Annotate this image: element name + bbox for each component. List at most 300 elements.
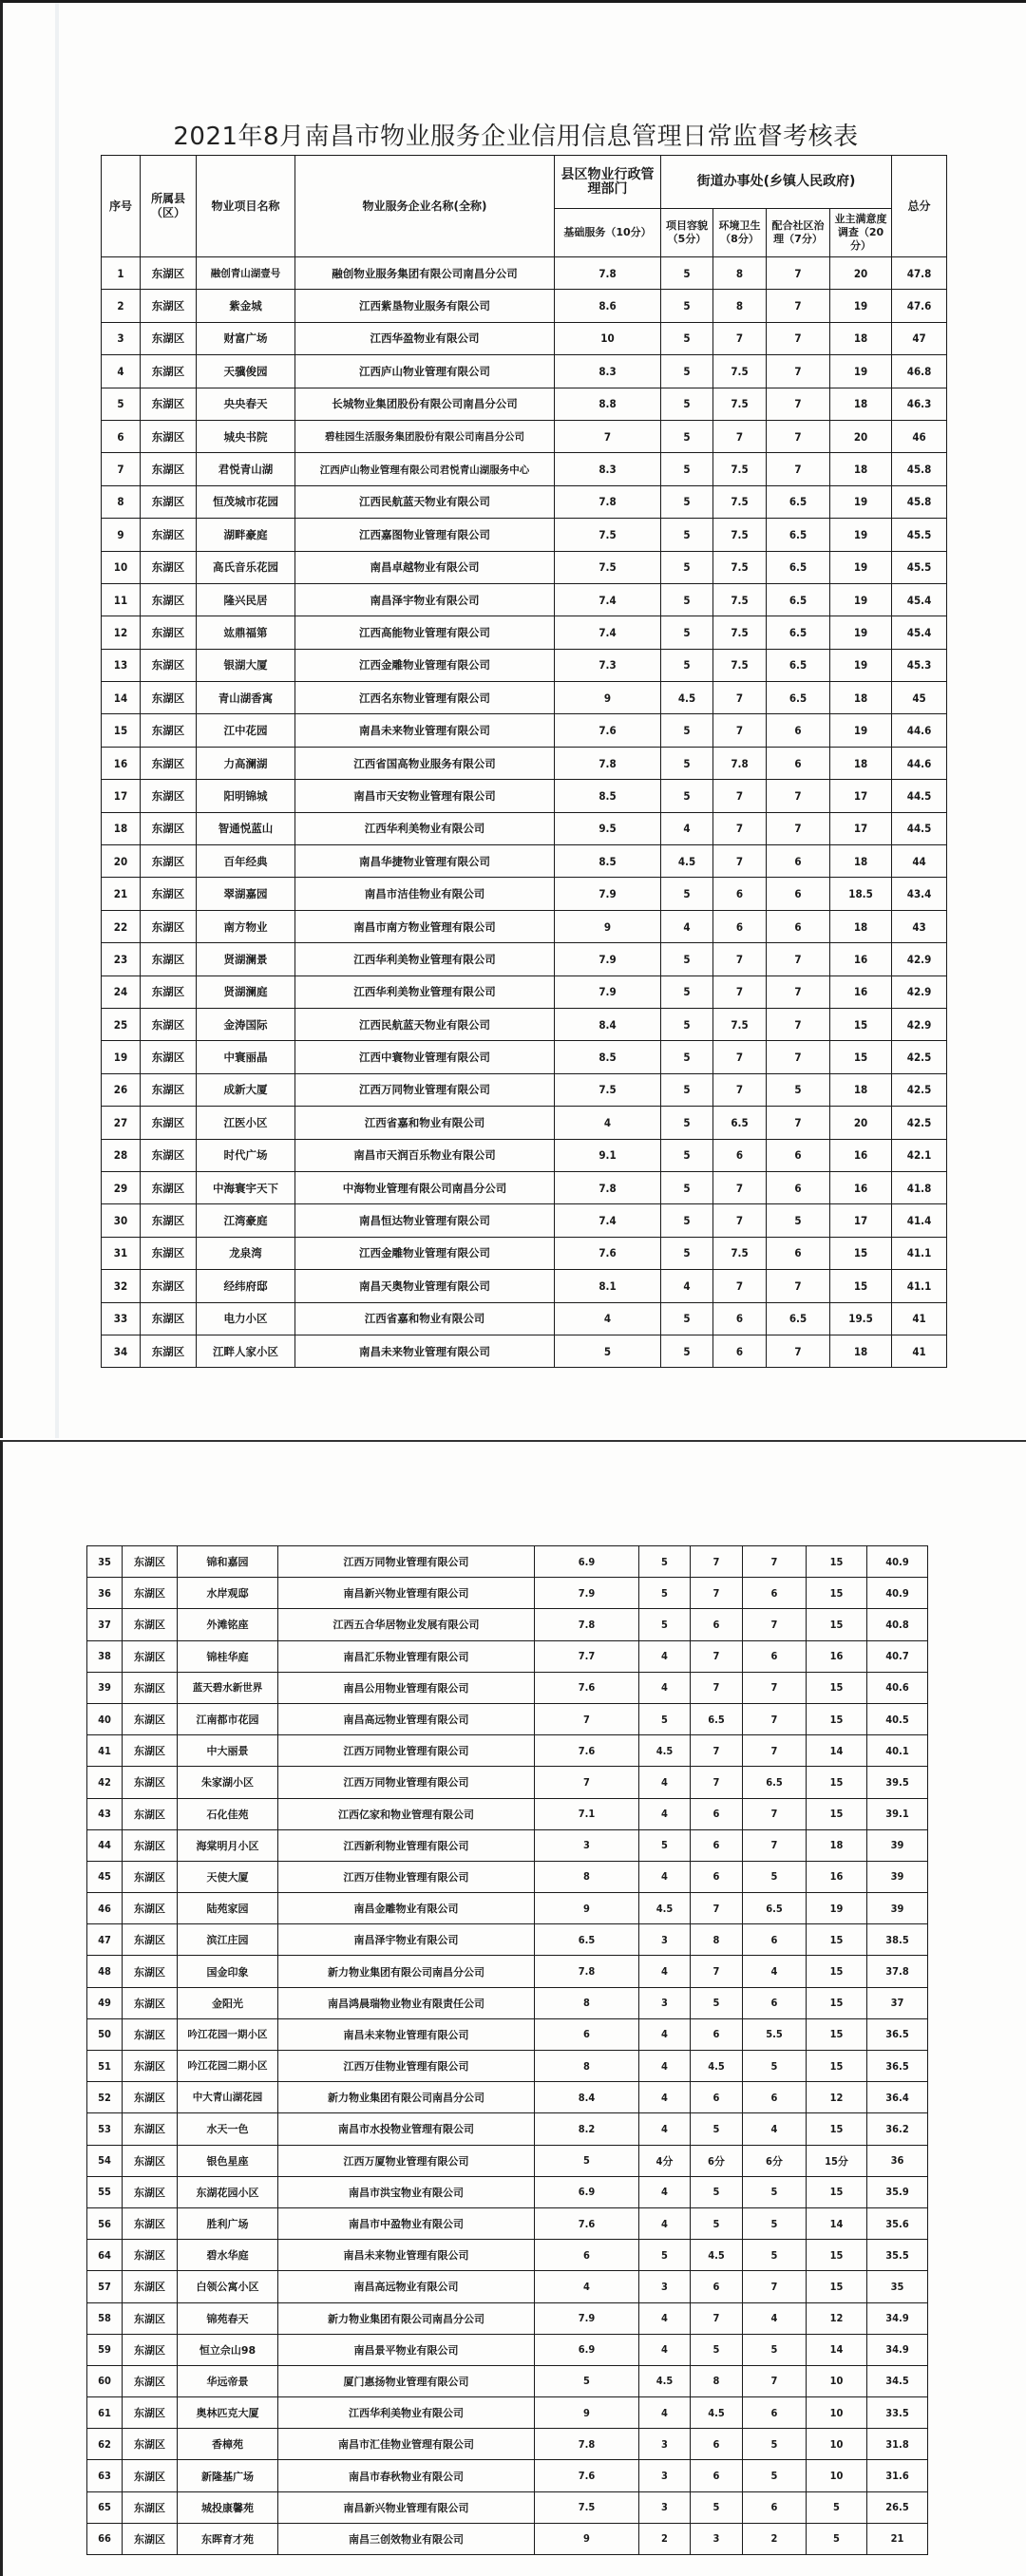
cell-seq: 13: [102, 649, 141, 681]
table-row: [102, 747, 947, 779]
cell-seq: 55: [87, 2176, 123, 2207]
cell-project-name: 滨江庄园: [178, 1924, 278, 1956]
cell-basic-service: 7.4: [555, 583, 661, 616]
cell-appearance: 4: [639, 1672, 691, 1703]
table-row: [87, 1703, 928, 1734]
cell-satisfaction: 18: [807, 1829, 867, 1861]
cell-company-name: 南昌三创效物业有限公司: [278, 2523, 535, 2554]
cell-sanitation: 7: [713, 322, 767, 354]
cell-sanitation: 7: [691, 1672, 743, 1703]
cell-district: 东湖区: [123, 2271, 178, 2302]
cell-total: 33.5: [867, 2397, 928, 2429]
cell-seq: 8: [102, 485, 141, 518]
cell-company-name: 江西万同物业管理有限公司: [278, 1546, 535, 1578]
cell-total: 40.6: [867, 1672, 928, 1703]
cell-seq: 21: [102, 878, 141, 910]
cell-company-name: 南昌高远物业有限公司: [278, 2271, 535, 2302]
cell-seq: 47: [87, 1924, 123, 1956]
cell-satisfaction: 17: [830, 1204, 892, 1237]
cell-district: 东湖区: [141, 551, 197, 583]
cell-total: 40.8: [867, 1609, 928, 1640]
cell-basic-service: 7.8: [555, 257, 661, 290]
cell-community: 7: [767, 420, 830, 452]
cell-sanitation: 7: [713, 420, 767, 452]
cell-company-name: 江西万同物业管理有限公司: [278, 1735, 535, 1767]
cell-basic-service: 8.2: [535, 2113, 639, 2145]
cell-total: 42.5: [892, 1107, 947, 1139]
cell-project-name: 天使大厦: [178, 1861, 278, 1892]
cell-sanitation: 7: [691, 1735, 743, 1767]
cell-sanitation: 5: [691, 2491, 743, 2523]
cell-project-name: 华远帝景: [178, 2365, 278, 2396]
cell-satisfaction: 15: [807, 2176, 867, 2207]
cell-basic-service: 7.4: [555, 1204, 661, 1237]
cell-district: 东湖区: [123, 1609, 178, 1640]
cell-basic-service: 8.4: [555, 1008, 661, 1040]
cell-sanitation: 5: [691, 2113, 743, 2145]
cell-total: 42.5: [892, 1073, 947, 1106]
cell-seq: 3: [102, 322, 141, 354]
cell-total: 42.9: [892, 943, 947, 975]
cell-satisfaction: 19: [830, 714, 892, 747]
cell-satisfaction: 18: [830, 910, 892, 942]
table-row: [102, 355, 947, 388]
cell-total: 41.1: [892, 1270, 947, 1302]
cell-project-name: 蓝天碧水新世界: [178, 1672, 278, 1703]
cell-project-name: 翠湖嘉园: [197, 878, 295, 910]
cell-community: 7: [767, 290, 830, 322]
cell-satisfaction: 20: [830, 257, 892, 290]
cell-appearance: 3: [639, 2460, 691, 2491]
cell-company-name: 江西新利物业管理有限公司: [278, 1829, 535, 1861]
cell-appearance: 3: [639, 2271, 691, 2302]
cell-seq: 33: [102, 1302, 141, 1335]
cell-seq: 24: [102, 975, 141, 1008]
cell-satisfaction: 19: [830, 551, 892, 583]
table-row: [102, 616, 947, 649]
cell-district: 东湖区: [123, 2207, 178, 2239]
cell-satisfaction: 15: [807, 1546, 867, 1578]
cell-sanitation: 6: [691, 2082, 743, 2113]
cell-appearance: 4: [661, 812, 713, 844]
cell-sanitation: 7.5: [713, 1008, 767, 1040]
cell-project-name: 东湖花园小区: [178, 2176, 278, 2207]
cell-basic-service: 7.9: [535, 1578, 639, 1609]
cell-district: 东湖区: [141, 1204, 197, 1237]
cell-seq: 5: [102, 388, 141, 420]
cell-total: 39.1: [867, 1798, 928, 1829]
cell-district: 东湖区: [123, 2145, 178, 2176]
cell-total: 36.5: [867, 2051, 928, 2082]
cell-seq: 40: [87, 1703, 123, 1734]
table-row: [87, 2207, 928, 2239]
cell-sanitation: 7: [713, 1073, 767, 1106]
cell-seq: 43: [87, 1798, 123, 1829]
cell-company-name: 南昌市汇佳物业管理有限公司: [278, 2429, 535, 2460]
cell-district: 东湖区: [123, 2240, 178, 2271]
cell-project-name: 国金印象: [178, 1956, 278, 1987]
cell-district: 东湖区: [123, 1767, 178, 1798]
cell-district: 东湖区: [141, 780, 197, 812]
cell-seq: 65: [87, 2491, 123, 2523]
cell-sanitation: 6: [691, 1861, 743, 1892]
cell-district: 东湖区: [123, 2051, 178, 2082]
cell-total: 43: [892, 910, 947, 942]
cell-district: 东湖区: [123, 2365, 178, 2396]
cell-project-name: 阳明锦城: [197, 780, 295, 812]
cell-sanitation: 7: [713, 682, 767, 714]
table-row: [87, 2082, 928, 2113]
cell-satisfaction: 15分: [807, 2145, 867, 2176]
cell-community: 7: [743, 1735, 807, 1767]
cell-district: 东湖区: [141, 453, 197, 485]
cell-project-name: 竑鼎福第: [197, 616, 295, 649]
cell-company-name: 江西亿家和物业管理有限公司: [278, 1798, 535, 1829]
cell-sanitation: 6: [691, 1798, 743, 1829]
cell-basic-service: 7.5: [555, 551, 661, 583]
cell-community: 7: [767, 943, 830, 975]
cell-seq: 41: [87, 1735, 123, 1767]
cell-company-name: 南昌天奥物业管理有限公司: [295, 1270, 555, 1302]
cell-sanitation: 7: [713, 714, 767, 747]
cell-total: 39: [867, 1829, 928, 1861]
cell-sanitation: 6: [691, 2271, 743, 2302]
cell-company-name: 江西省国高物业服务有限公司: [295, 747, 555, 779]
cell-total: 47: [892, 322, 947, 354]
cell-community: 7: [767, 257, 830, 290]
cell-appearance: 5: [639, 1546, 691, 1578]
cell-satisfaction: 18: [830, 845, 892, 878]
cell-community: 6: [743, 1924, 807, 1956]
cell-community: 6.5: [767, 1302, 830, 1335]
cell-total: 41: [892, 1302, 947, 1335]
cell-total: 46: [892, 420, 947, 452]
table-row: [87, 2240, 928, 2271]
cell-basic-service: 7.8: [535, 1956, 639, 1987]
cell-district: 东湖区: [141, 355, 197, 388]
cell-appearance: 5: [639, 1703, 691, 1734]
cell-seq: 58: [87, 2302, 123, 2334]
cell-basic-service: 7.8: [555, 747, 661, 779]
cell-project-name: 南方物业: [197, 910, 295, 942]
table-row: [87, 2460, 928, 2491]
cell-community: 7: [767, 1107, 830, 1139]
cell-total: 40.5: [867, 1703, 928, 1734]
cell-appearance: 4.5: [661, 845, 713, 878]
cell-basic-service: 8.4: [535, 2082, 639, 2113]
cell-project-name: 力高澜湖: [197, 747, 295, 779]
cell-community: 7: [767, 780, 830, 812]
cell-basic-service: 6.9: [535, 2176, 639, 2207]
cell-sanitation: 6: [691, 1829, 743, 1861]
cell-basic-service: 7.8: [535, 2429, 639, 2460]
table-row: [87, 1609, 928, 1640]
cell-satisfaction: 15: [807, 2051, 867, 2082]
page-title: 2021年8月南昌市物业服务企业信用信息管理日常监督考核表: [173, 123, 859, 151]
cell-seq: 30: [102, 1204, 141, 1237]
cell-company-name: 江西万佳物业管理有限公司: [278, 2051, 535, 2082]
table-row: [87, 1893, 928, 1924]
cell-total: 39: [867, 1893, 928, 1924]
cell-project-name: 电力小区: [197, 1302, 295, 1335]
cell-company-name: 碧桂园生活服务集团股份有限公司南昌分公司: [295, 420, 555, 452]
cell-appearance: 4: [639, 2176, 691, 2207]
cell-district: 东湖区: [141, 322, 197, 354]
cell-seq: 34: [102, 1335, 141, 1367]
cell-seq: 23: [102, 943, 141, 975]
table-row: [87, 2397, 928, 2429]
cell-appearance: 5: [661, 322, 713, 354]
table-row: [87, 1640, 928, 1672]
cell-total: 36: [867, 2145, 928, 2176]
cell-company-name: 南昌华捷物业管理有限公司: [295, 845, 555, 878]
table-row: [102, 780, 947, 812]
table-row: [87, 2113, 928, 2145]
cell-sanitation: 8: [691, 1924, 743, 1956]
cell-satisfaction: 18: [830, 747, 892, 779]
cell-district: 东湖区: [123, 1640, 178, 1672]
table-row: [102, 257, 947, 290]
cell-company-name: 江西万同物业管理有限公司: [278, 1767, 535, 1798]
cell-community: 7: [743, 1609, 807, 1640]
cell-project-name: 融创青山湖壹号: [197, 257, 295, 290]
cell-project-name: 贤湖澜庭: [197, 975, 295, 1008]
cell-district: 东湖区: [141, 747, 197, 779]
cell-seq: 38: [87, 1640, 123, 1672]
cell-company-name: 南昌泽宇物业有限公司: [295, 583, 555, 616]
cell-community: 6: [767, 910, 830, 942]
cell-project-name: 君悦青山湖: [197, 453, 295, 485]
cell-sanitation: 4.5: [691, 2051, 743, 2082]
cell-total: 44.5: [892, 812, 947, 844]
table-row: [87, 2176, 928, 2207]
cell-satisfaction: 12: [807, 2302, 867, 2334]
cell-community: 6: [767, 1171, 830, 1203]
cell-sanitation: 5: [691, 1987, 743, 2018]
cell-total: 45.4: [892, 616, 947, 649]
cell-basic-service: 5: [535, 2145, 639, 2176]
table-row: [87, 1987, 928, 2018]
cell-basic-service: 7.5: [555, 519, 661, 551]
cell-district: 东湖区: [123, 1924, 178, 1956]
cell-district: 东湖区: [141, 1171, 197, 1203]
cell-company-name: 南昌市南方物业管理有限公司: [295, 910, 555, 942]
table-row: [102, 1041, 947, 1073]
cell-seq: 61: [87, 2397, 123, 2429]
cell-community: 7: [767, 322, 830, 354]
cell-project-name: 水岸观邸: [178, 1578, 278, 1609]
cell-appearance: 5: [661, 290, 713, 322]
cell-community: 7: [767, 388, 830, 420]
cell-total: 47.8: [892, 257, 947, 290]
table-row: [102, 812, 947, 844]
cell-satisfaction: 15: [807, 2113, 867, 2145]
cell-seq: 15: [102, 714, 141, 747]
cell-company-name: 南昌市水投物业管理有限公司: [278, 2113, 535, 2145]
cell-community: 5.5: [743, 2018, 807, 2050]
cell-seq: 66: [87, 2523, 123, 2554]
cell-appearance: 4.5: [639, 1735, 691, 1767]
cell-total: 39.5: [867, 1767, 928, 1798]
cell-company-name: 南昌汇乐物业管理有限公司: [278, 1640, 535, 1672]
cell-total: 41.8: [892, 1171, 947, 1203]
cell-appearance: 3: [639, 2491, 691, 2523]
cell-basic-service: 7.8: [555, 1171, 661, 1203]
cell-seq: 36: [87, 1578, 123, 1609]
cell-satisfaction: 19: [807, 1893, 867, 1924]
cell-appearance: 5: [661, 1041, 713, 1073]
cell-total: 41.1: [892, 1237, 947, 1269]
cell-appearance: 4: [639, 2397, 691, 2429]
cell-basic-service: 6.5: [535, 1924, 639, 1956]
cell-company-name: 江西省嘉和物业有限公司: [295, 1302, 555, 1335]
cell-appearance: 5: [661, 1335, 713, 1367]
cell-district: 东湖区: [141, 845, 197, 878]
table-row: [87, 1956, 928, 1987]
cell-total: 35.6: [867, 2207, 928, 2239]
cell-district: 东湖区: [141, 485, 197, 518]
table-row: [102, 583, 947, 616]
cell-sanitation: 8: [713, 257, 767, 290]
cell-company-name: 南昌新兴物业管理有限公司: [278, 1578, 535, 1609]
cell-total: 40.9: [867, 1546, 928, 1578]
cell-basic-service: 7: [555, 420, 661, 452]
cell-district: 东湖区: [141, 1335, 197, 1367]
table-row: [87, 1767, 928, 1798]
cell-satisfaction: 15: [807, 1578, 867, 1609]
cell-sanitation: 7.5: [713, 551, 767, 583]
table-row: [87, 2429, 928, 2460]
cell-sanitation: 6: [713, 1302, 767, 1335]
cell-satisfaction: 19: [830, 290, 892, 322]
cell-appearance: 5: [639, 1578, 691, 1609]
header-basic-service: 基础服务（10分）: [555, 209, 661, 257]
cell-sanitation: 4.5: [691, 2397, 743, 2429]
cell-satisfaction: 10: [807, 2397, 867, 2429]
table-row: [87, 1861, 928, 1892]
cell-sanitation: 7: [713, 943, 767, 975]
cell-community: 6.5: [743, 1893, 807, 1924]
cell-project-name: 新隆基广场: [178, 2460, 278, 2491]
cell-basic-service: 3: [535, 1829, 639, 1861]
cell-seq: 29: [102, 1171, 141, 1203]
cell-basic-service: 7.6: [535, 2207, 639, 2239]
cell-satisfaction: 10: [807, 2365, 867, 2396]
cell-total: 44.5: [892, 780, 947, 812]
table-body-page-1: [102, 257, 947, 1368]
cell-project-name: 百年经典: [197, 845, 295, 878]
table-row: [102, 910, 947, 942]
cell-sanitation: 7: [691, 1767, 743, 1798]
cell-appearance: 4.5: [639, 1893, 691, 1924]
cell-appearance: 4: [639, 2082, 691, 2113]
cell-basic-service: 7.5: [555, 1073, 661, 1106]
cell-total: 46.3: [892, 388, 947, 420]
cell-community: 7: [767, 1335, 830, 1367]
cell-basic-service: 7: [535, 1767, 639, 1798]
assessment-table-page-1: [101, 155, 947, 1368]
cell-project-name: 中寰丽晶: [197, 1041, 295, 1073]
cell-appearance: 5: [661, 975, 713, 1008]
cell-satisfaction: 15: [807, 2018, 867, 2050]
cell-satisfaction: 16: [830, 1171, 892, 1203]
cell-basic-service: 7.9: [555, 878, 661, 910]
cell-total: 36.4: [867, 2082, 928, 2113]
table-row: [102, 485, 947, 518]
cell-community: 6.5: [743, 1767, 807, 1798]
cell-basic-service: 8.3: [555, 453, 661, 485]
cell-project-name: 陆苑家园: [178, 1893, 278, 1924]
cell-total: 43.4: [892, 878, 947, 910]
cell-project-name: 恒茂城市花园: [197, 485, 295, 518]
table-row: [87, 2491, 928, 2523]
cell-total: 36.5: [867, 2018, 928, 2050]
cell-basic-service: 9: [535, 2523, 639, 2554]
cell-total: 45.8: [892, 485, 947, 518]
table-row: [102, 1270, 947, 1302]
cell-satisfaction: 19: [830, 355, 892, 388]
cell-appearance: 5: [661, 747, 713, 779]
cell-project-name: 水天一色: [178, 2113, 278, 2145]
table-row: [87, 2145, 928, 2176]
cell-project-name: 锦苑春天: [178, 2302, 278, 2334]
cell-seq: 39: [87, 1672, 123, 1703]
cell-basic-service: 5: [555, 1335, 661, 1367]
cell-appearance: 5: [639, 1829, 691, 1861]
header-total: 总分: [892, 156, 947, 257]
cell-company-name: 江西金雕物业管理有限公司: [295, 1237, 555, 1269]
table-row: [87, 1546, 928, 1578]
cell-community: 7: [767, 453, 830, 485]
cell-total: 46.8: [892, 355, 947, 388]
cell-basic-service: 7.1: [535, 1798, 639, 1829]
cell-total: 41.4: [892, 1204, 947, 1237]
cell-sanitation: 7.5: [713, 583, 767, 616]
cell-seq: 26: [102, 1073, 141, 1106]
cell-satisfaction: 18.5: [830, 878, 892, 910]
cell-district: 东湖区: [123, 2018, 178, 2050]
cell-seq: 7: [102, 453, 141, 485]
assessment-table-page-2: [86, 1545, 928, 2555]
cell-company-name: 江西华利美物业管理有限公司: [295, 975, 555, 1008]
cell-sanitation: 7.8: [713, 747, 767, 779]
cell-total: 34.9: [867, 2302, 928, 2334]
cell-district: 东湖区: [123, 1578, 178, 1609]
cell-community: 6: [743, 2082, 807, 2113]
cell-district: 东湖区: [141, 420, 197, 452]
cell-community: 5: [743, 2176, 807, 2207]
cell-appearance: 5: [661, 1237, 713, 1269]
cell-basic-service: 7.6: [555, 714, 661, 747]
cell-appearance: 4: [639, 2051, 691, 2082]
cell-project-name: 智通悦蓝山: [197, 812, 295, 844]
cell-sanitation: 7.5: [713, 519, 767, 551]
cell-company-name: 中海物业管理有限公司南昌分公司: [295, 1171, 555, 1203]
cell-company-name: 江西民航蓝天物业有限公司: [295, 1008, 555, 1040]
cell-seq: 19: [102, 1041, 141, 1073]
cell-satisfaction: 15: [807, 2240, 867, 2271]
cell-seq: 14: [102, 682, 141, 714]
cell-basic-service: 6: [535, 2240, 639, 2271]
cell-satisfaction: 16: [830, 1139, 892, 1171]
cell-seq: 9: [102, 519, 141, 551]
cell-company-name: 融创物业服务集团有限公司南昌分公司: [295, 257, 555, 290]
cell-community: 5: [743, 2207, 807, 2239]
table-row: [102, 1008, 947, 1040]
cell-company-name: 南昌市天安物业管理有限公司: [295, 780, 555, 812]
cell-community: 5: [743, 2460, 807, 2491]
cell-seq: 17: [102, 780, 141, 812]
